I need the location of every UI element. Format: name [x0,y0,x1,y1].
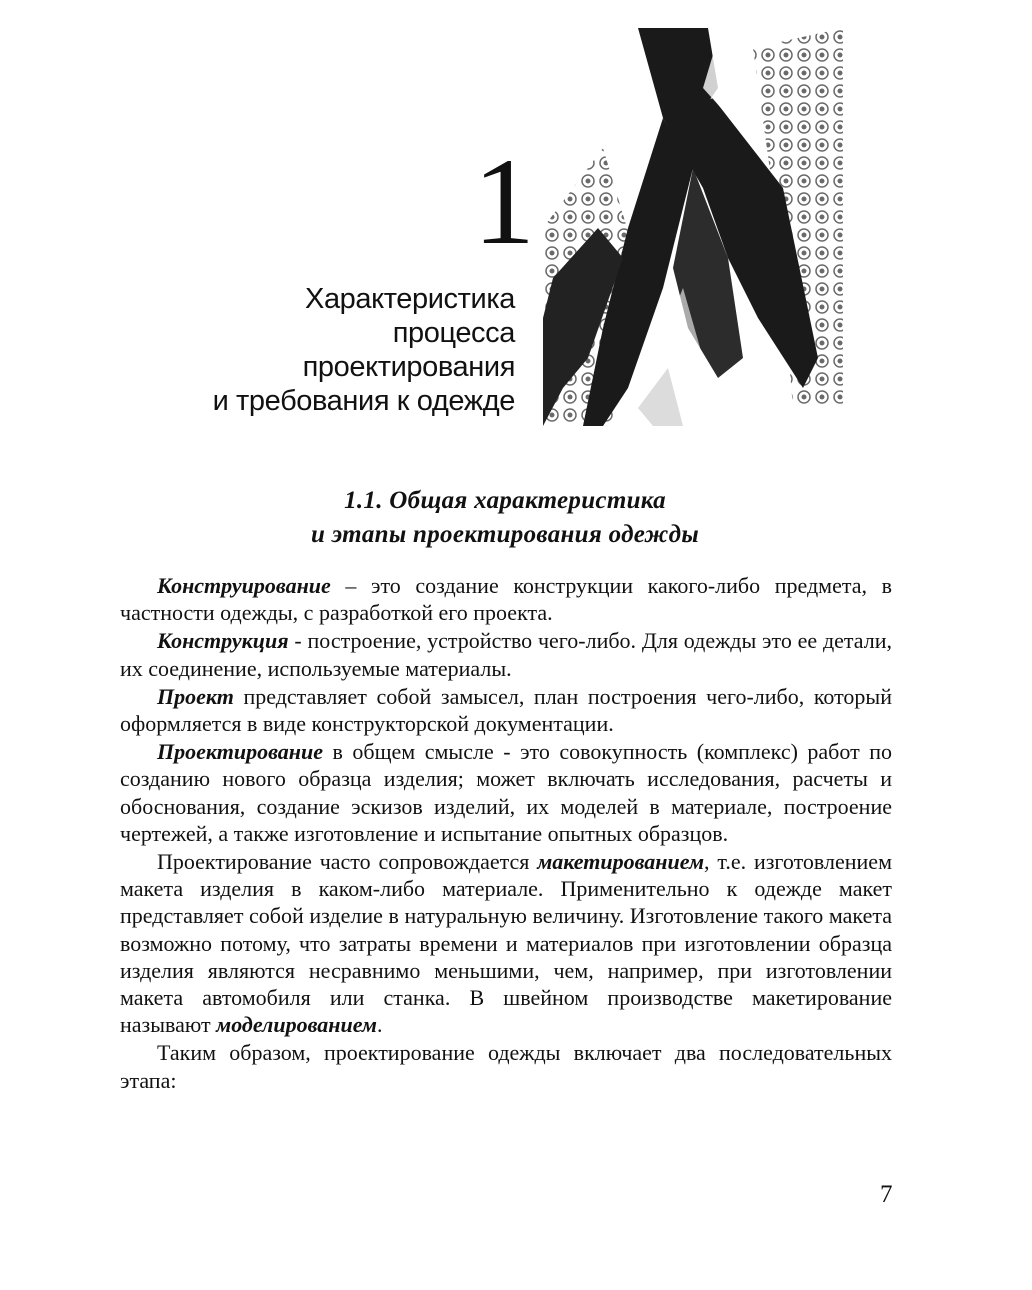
chapter-number: 1 [473,133,535,270]
paragraph-text: . [377,1012,383,1038]
paragraph-text: – это создание конструкции какого-либо предмета, в частности одежды, с разработкой его проекта. [120,573,892,626]
term: Конструкция [157,628,289,654]
chapter-title [120,282,515,418]
term: Конструирование [157,573,331,598]
paragraph [120,738,892,847]
section-heading-line: 1.1. Общая характеристика [344,487,666,514]
section-heading [120,484,890,552]
chapter-title-line: процесса [392,317,515,349]
paragraph-text: Проектирование часто сопровождается [157,849,538,875]
chapter-title-line: Характеристика [305,283,515,315]
term: Проектирование [157,739,323,765]
paragraph [120,1039,892,1093]
chapter-title-line: проектирования [302,351,515,383]
term: макетированием [537,849,705,875]
body-text [120,572,892,1095]
paragraph [120,572,892,626]
paragraph [120,683,892,737]
paragraph-text: - построение, устройство чего-либо. Для одежды это ее детали, их соединение, используемые материалы. [120,628,892,681]
chapter-title-line: и требования к одежде [212,385,515,417]
paragraph-text: представляет собой замысел, план построения чего-либо, который оформляется в виде конструкторской документации. [120,683,892,737]
paragraph-text: Таким образом, проектирование одежды включает два последовательных этапа: [120,1040,892,1093]
paragraph-text: в общем смысле - это совокупность (комплекс) работ по созданию нового образца изделия; может включать исследования, расчеты и обоснования, создание эскизов изделий, их моделей в материале, построение чертежей, а также изготовление и испытание опытных образцов. [120,739,892,846]
section-heading-line: и этапы проектирования одежды [310,521,700,548]
fashion-figure-illustration [543,28,843,426]
paragraph-text: , т.е. изготовлением макета изделия в каком-либо материале. Применительно к одежде макет представляет собой изделие в натуральную величину. Изготовление такого макета возможно потому, что затраты времени и материалов при изготовлении образца изделия являются несравнимо меньшими, чем, например, при изготовлении макета автомобиля или станка. В швейном производстве макетирование называют [120,849,892,1038]
paragraph [120,627,892,681]
page-number: 7 [880,1181,893,1208]
term: моделированием [216,1012,377,1038]
paragraph [120,848,892,1038]
term: Проект [157,683,234,709]
